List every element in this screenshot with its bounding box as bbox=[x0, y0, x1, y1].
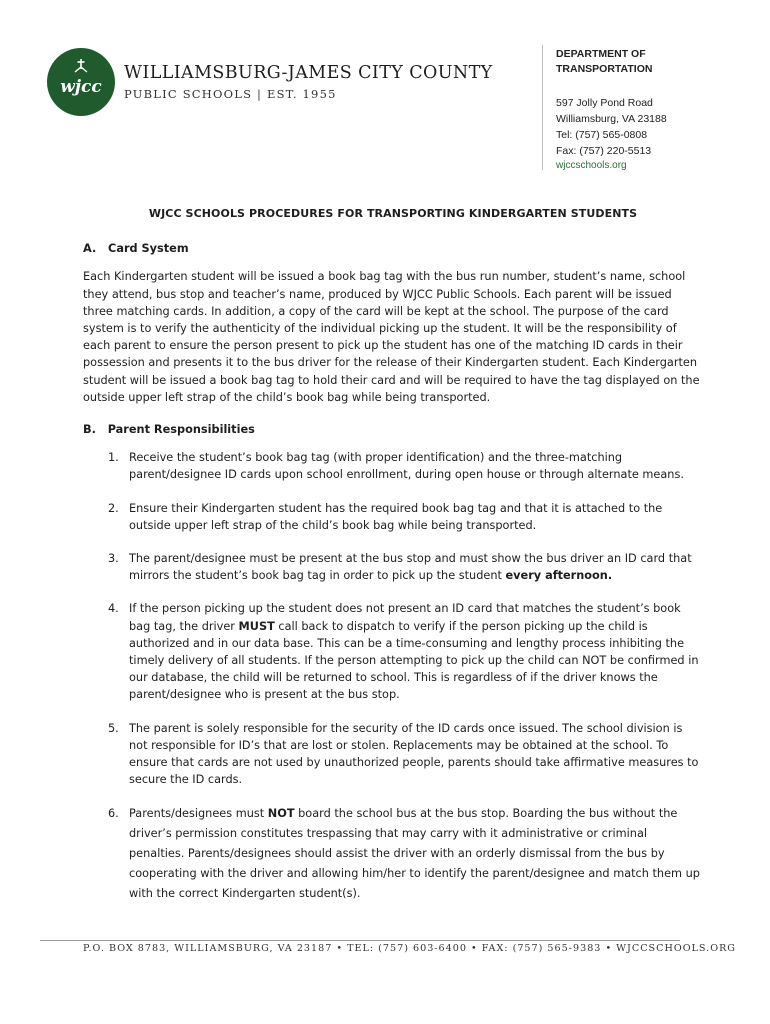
list-item-number: 1. bbox=[108, 451, 119, 465]
department-tel: Tel: (757) 565-0808 bbox=[556, 129, 648, 141]
logo-wordmark: wjcc bbox=[60, 77, 102, 97]
list-item-text: Receive the student’s book bag tag (with proper identification) and the three-matching parent/designee ID cards upon school enrollment, during open house or through alternate means. bbox=[129, 451, 684, 482]
list-item-number: 6. bbox=[108, 807, 119, 821]
list-item bbox=[83, 550, 703, 584]
list-item-text: Parents/designees must bbox=[129, 807, 268, 821]
list-item-text-continued: call back to dispatch to verify if the person picking up the child is authorized and in our data base. This can be a time-consuming and lengthy process inhibiting the timely delivery of all students. If the person attempting to pick up the child can NOT be confirmed in our database, the child will be returned to school. This is regardless of if the driver knows the parent/designee who is present at the bus stop. bbox=[129, 619, 699, 702]
header-divider bbox=[542, 45, 543, 170]
list-item-number: 2. bbox=[108, 501, 119, 515]
org-name: WILLIAMSBURG-JAMES CITY COUNTY bbox=[124, 63, 493, 83]
list-item-emphasis: every afternoon. bbox=[505, 569, 613, 583]
document-title: WJCC SCHOOLS PROCEDURES FOR TRANSPORTING KINDERGARTEN STUDENTS bbox=[148, 207, 638, 220]
list-item-number: 3. bbox=[108, 552, 119, 566]
list-item bbox=[83, 500, 703, 534]
department-website-link[interactable]: wjccschools.org bbox=[556, 160, 627, 171]
department-fax: Fax: (757) 220-5513 bbox=[556, 145, 652, 157]
department-address bbox=[556, 95, 756, 159]
list-item bbox=[83, 600, 703, 703]
list-item bbox=[83, 449, 703, 483]
department-name: DEPARTMENT OF TRANSPORTATION bbox=[556, 48, 653, 75]
section-a-paragraph: Each Kindergarten student will be issued a book bag tag with the bus run number, student’s name, school they attend, bus stop and teacher’s name, produced by WJCC Public Schools. Each parent will be issued three matching cards. In addition, a copy of the card will be kept at the school. The purpose of the card system is to verify the authenticity of the individual picking up the student. It will be the responsibility of each parent to ensure the person present to pick up the student has one of the matching ID cards in their possession and presents it to the bus driver for the release of their Kindergarten student. Each Kindergarten student will be issued a book bag tag to hold their card and will be required to have the tag displayed on the outside upper left strap of the child’s book bag while being transported. bbox=[83, 270, 700, 404]
org-subtitle: PUBLIC SCHOOLS | EST. 1955 bbox=[124, 87, 337, 101]
list-item-text: The parent is solely responsible for the security of the ID cards once issued. The school division is not responsible for ID’s that are lost or stolen. Replacements may be obtained at the school. To ensure that cards are not used by unauthorized people, parents should take affirmative measures to secure the ID cards. bbox=[129, 721, 699, 787]
list-item-emphasis: NOT bbox=[267, 807, 295, 821]
list-item-emphasis: MUST bbox=[238, 619, 275, 633]
list-item-number: 5. bbox=[108, 721, 119, 735]
address-line1: 597 Jolly Pond Road bbox=[556, 97, 653, 109]
section-a-heading: A. Card System bbox=[83, 242, 189, 256]
list-item bbox=[83, 804, 703, 904]
parent-responsibilities-list bbox=[83, 449, 703, 904]
list-item-text-continued: board the school bus at the bus stop. Boarding the bus without the driver’s permission constitutes trespassing that may carry with it administrative or criminal penalties. Parents/designees should assist the driver with an orderly dismissal from the bus by cooperating with the driver and allowing him/her to identify the parent/designee and match them up with the correct Kindergarten student(s). bbox=[129, 807, 700, 901]
list-item-text: The parent/designee must be present at the bus stop and must show the bus driver an ID card that mirrors the student’s book bag tag in order to pick up the student bbox=[129, 552, 692, 583]
list-item bbox=[83, 720, 703, 789]
list-item-number: 4. bbox=[108, 602, 119, 616]
footer-contact: P.O. BOX 8783, WILLIAMSBURG, VA 23187 • TEL: (757) 603-6400 • FAX: (757) 565-9383 • WJCCSCHOOLS.ORG bbox=[83, 943, 736, 954]
list-item-text: If the person picking up the student does not present an ID card that matches the student’s book bag tag, the driver bbox=[129, 602, 681, 633]
section-b-heading: B. Parent Responsibilities bbox=[83, 423, 255, 437]
footer-divider bbox=[40, 940, 680, 941]
department-contact-block bbox=[556, 47, 756, 173]
list-item-text: Ensure their Kindergarten student has the required book bag tag and that it is attached to the outside upper left strap of the child’s book bag while being transported. bbox=[129, 501, 663, 532]
document-body bbox=[83, 205, 703, 920]
address-line2: Williamsburg, VA 23188 bbox=[556, 113, 667, 125]
wjcc-logo-icon bbox=[47, 48, 115, 116]
